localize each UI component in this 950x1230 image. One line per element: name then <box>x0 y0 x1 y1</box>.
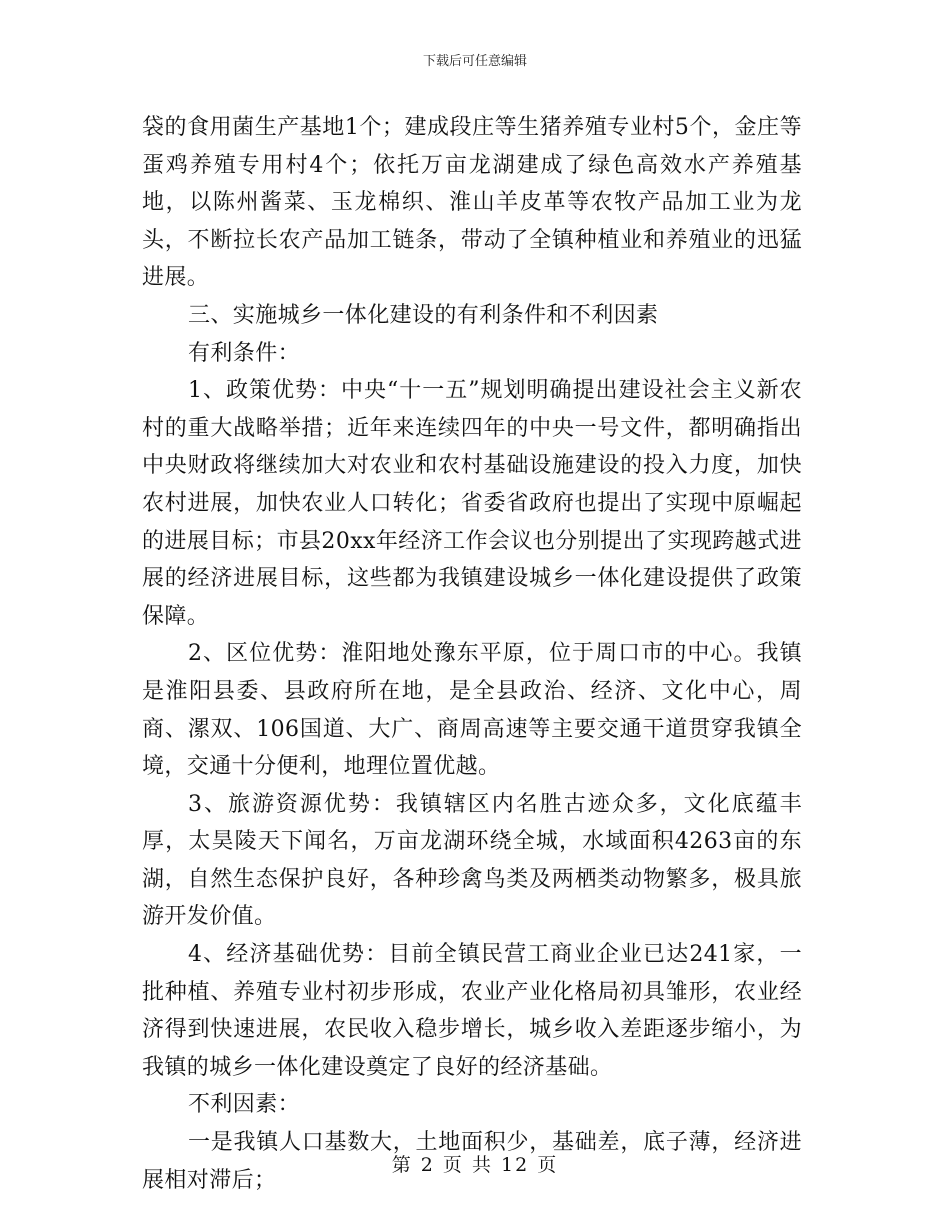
paragraph-1: 袋的食用菌生产基地1个；建成段庄等生猪养殖专业村5个，金庄等蛋鸡养殖专用村4个；依托万亩龙湖建成了绿色高效水产养殖基地，以陈州酱菜、玉龙棉织、淮山羊皮革等农牧产品加工业为龙头，不断拉长农产品加工链条，带动了全镇种植业和养殖业的迅猛进展。 <box>142 115 802 291</box>
page-header: 下载后可任意编辑 <box>422 54 527 69</box>
subheading-favorable-conditions: 有利条件： <box>188 340 301 366</box>
paragraph-economic-advantage: 4、经济基础优势：目前全镇民营工商业企业已达241家，一批种植、养殖专业村初步形成，农业产业化格局初具雏形，农业经济得到快速进展，农民收入稳步增长，城乡收入差距逐步缩小，为我镇的城乡一体化建设奠定了良好的经济基础。 <box>142 942 802 1080</box>
paragraph-location-advantage: 2、区位优势：淮阳地处豫东平原，位于周口市的中心。我镇是淮阳县委、县政府所在地，是全县政治、经济、文化中心，周商、漯双、106国道、大广、商周高速等主要交通干道贯穿我镇全境，交通十分便利，地理位置优越。 <box>142 641 802 780</box>
paragraph-policy-advantage: 1、政策优势：中央“十一五”规划明确提出建设社会主义新农村的重大战略举措；近年来连续四年的中央一号文件，都明确指出中央财政将继续加大对农业和农村基础设施建设的投入力度，加快农村进展，加快农业人口转化；省委省政府也提出了实现中原崛起的进展目标；市县20xx年经济工作会议也分别提出了实现跨越式进展的经济进展目标，这些都为我镇建设城乡一体化建设提供了政策保障。 <box>142 378 802 629</box>
section-heading: 三、实施城乡一体化建设的有利条件和不利因素 <box>188 302 659 328</box>
page-footer: 第 2 页 共 12 页 <box>391 1154 559 1176</box>
paragraph-unfavorable-1: 一是我镇人口基数大，土地面积少，基础差，底子薄，经济进展相对滞后； <box>142 1130 802 1193</box>
document-body <box>142 109 802 1199</box>
subheading-unfavorable-factors: 不利因素： <box>188 1092 301 1118</box>
paragraph-tourism-advantage: 3、旅游资源优势：我镇辖区内名胜古迹众多，文化底蕴丰厚，太昊陵天下闻名，万亩龙湖环绕全城，水域面积4263亩的东湖，自然生态保护良好，各种珍禽鸟类及两栖类动物繁多，极具旅游开发价值。 <box>142 791 802 930</box>
